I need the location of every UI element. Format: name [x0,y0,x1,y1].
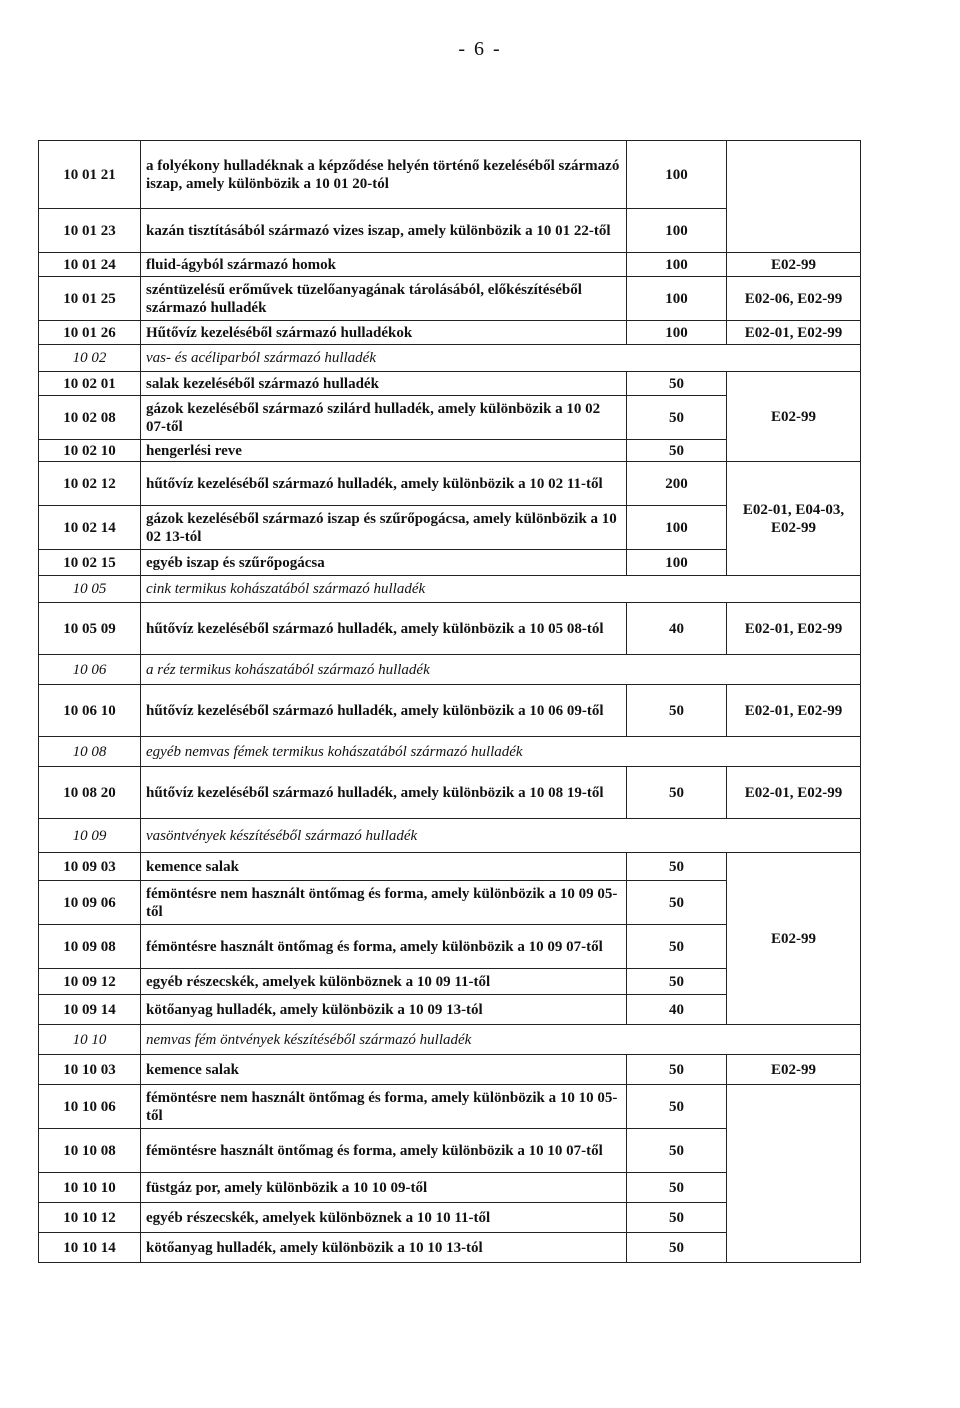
quantity: 100 [627,277,727,321]
waste-code: 10 02 10 [39,440,141,462]
recovery-code-empty [727,141,861,253]
recovery-code: E02-99 [727,253,861,277]
quantity: 50 [627,440,727,462]
table-row [39,321,861,345]
waste-description: fémöntésre nem használt öntőmag és forma, amely különbözik a 10 09 05-től [141,881,627,925]
quantity: 50 [627,1233,727,1263]
waste-description: fémöntésre használt öntőmag és forma, amely különbözik a 10 10 07-től [141,1129,627,1173]
recovery-code: E02-01, E02-99 [727,321,861,345]
waste-code: 10 01 21 [39,141,141,209]
quantity: 50 [627,1085,727,1129]
group-header-row [39,576,861,603]
quantity: 100 [627,253,727,277]
waste-code: 10 01 26 [39,321,141,345]
recovery-code: E02-01, E02-99 [727,685,861,737]
waste-code: 10 10 06 [39,1085,141,1129]
waste-description: fémöntésre használt öntőmag és forma, amely különbözik a 10 09 07-től [141,925,627,969]
waste-code: 10 10 14 [39,1233,141,1263]
page-number: - 6 - [458,38,502,60]
quantity: 50 [627,925,727,969]
table-row [39,277,861,321]
table-row [39,253,861,277]
waste-description: egyéb részecskék, amelyek különböznek a 10 09 11-től [141,969,627,995]
quantity: 50 [627,396,727,440]
recovery-code-empty [727,1085,861,1263]
waste-code: 10 09 03 [39,853,141,881]
group-header-row [39,345,861,372]
quantity: 50 [627,1129,727,1173]
quantity: 100 [627,321,727,345]
recovery-code: E02-99 [727,1055,861,1085]
quantity: 50 [627,853,727,881]
table-row [39,372,861,396]
table-row [39,462,861,506]
waste-description: fluid-ágyból származó homok [141,253,627,277]
quantity: 200 [627,462,727,506]
group-header-row [39,1025,861,1055]
table-row [39,853,861,881]
waste-description: kötőanyag hulladék, amely különbözik a 10 10 13-tól [141,1233,627,1263]
recovery-code: E02-01, E02-99 [727,767,861,819]
table-row [39,141,861,209]
waste-description: fémöntésre nem használt öntőmag és forma, amely különbözik a 10 10 05-től [141,1085,627,1129]
waste-code: 10 09 12 [39,969,141,995]
waste-description: hengerlési reve [141,440,627,462]
waste-description: hűtővíz kezeléséből származó hulladék, amely különbözik a 10 02 11-től [141,462,627,506]
waste-code: 10 09 14 [39,995,141,1025]
recovery-code: E02-06, E02-99 [727,277,861,321]
recovery-code: E02-99 [727,853,861,1025]
waste-code: 10 02 08 [39,396,141,440]
table-row [39,685,861,737]
waste-description: széntüzelésű erőművek tüzelőanyagának tárolásából, előkészítéséből származó hulladék [141,277,627,321]
quantity: 100 [627,550,727,576]
waste-code: 10 01 23 [39,209,141,253]
group-description: cink termikus kohászatából származó hulladék [141,576,861,603]
group-header-row [39,737,861,767]
quantity: 50 [627,685,727,737]
waste-description: kötőanyag hulladék, amely különbözik a 10 09 13-tól [141,995,627,1025]
waste-description: a folyékony hulladéknak a képződése helyén történő kezeléséből származó iszap, amely különbözik a 10 01 20-tól [141,141,627,209]
waste-description: egyéb részecskék, amelyek különböznek a 10 10 11-től [141,1203,627,1233]
table-row [39,1055,861,1085]
quantity: 50 [627,1173,727,1203]
waste-description: salak kezeléséből származó hulladék [141,372,627,396]
waste-code: 10 08 20 [39,767,141,819]
quantity: 100 [627,506,727,550]
quantity: 100 [627,209,727,253]
quantity: 50 [627,767,727,819]
group-code: 10 10 [39,1025,141,1055]
quantity: 50 [627,372,727,396]
waste-code: 10 02 15 [39,550,141,576]
group-description: a réz termikus kohászatából származó hulladék [141,655,861,685]
quantity: 50 [627,881,727,925]
waste-description: egyéb iszap és szűrőpogácsa [141,550,627,576]
waste-description: kemence salak [141,1055,627,1085]
group-description: vasöntvények készítéséből származó hulladék [141,819,861,853]
waste-code: 10 10 10 [39,1173,141,1203]
recovery-code: E02-01, E02-99 [727,603,861,655]
group-header-row [39,655,861,685]
waste-description: hűtővíz kezeléséből származó hulladék, amely különbözik a 10 06 09-től [141,685,627,737]
group-description: vas- és acéliparból származó hulladék [141,345,861,372]
waste-code: 10 02 14 [39,506,141,550]
waste-description: hűtővíz kezeléséből származó hulladék, amely különbözik a 10 05 08-tól [141,603,627,655]
waste-code: 10 02 01 [39,372,141,396]
group-description: egyéb nemvas fémek termikus kohászatából származó hulladék [141,737,861,767]
quantity: 40 [627,995,727,1025]
waste-code: 10 10 03 [39,1055,141,1085]
group-code: 10 02 [39,345,141,372]
quantity: 50 [627,1055,727,1085]
group-header-row [39,819,861,853]
table-row [39,767,861,819]
waste-description: Hűtővíz kezeléséből származó hulladékok [141,321,627,345]
waste-description: kazán tisztításából származó vizes iszap, amely különbözik a 10 01 22-től [141,209,627,253]
recovery-code: E02-99 [727,372,861,462]
waste-description: gázok kezeléséből származó iszap és szűrőpogácsa, amely különbözik a 10 02 13-tól [141,506,627,550]
quantity: 50 [627,969,727,995]
waste-code: 10 02 12 [39,462,141,506]
waste-description: füstgáz por, amely különbözik a 10 10 09-től [141,1173,627,1203]
quantity: 100 [627,141,727,209]
waste-description: kemence salak [141,853,627,881]
waste-code: 10 09 06 [39,881,141,925]
table-row [39,1085,861,1129]
group-description: nemvas fém öntvények készítéséből származó hulladék [141,1025,861,1055]
waste-table [38,140,861,1263]
group-code: 10 06 [39,655,141,685]
waste-description: hűtővíz kezeléséből származó hulladék, amely különbözik a 10 08 19-től [141,767,627,819]
waste-code: 10 06 10 [39,685,141,737]
table-row [39,603,861,655]
quantity: 50 [627,1203,727,1233]
waste-code: 10 09 08 [39,925,141,969]
recovery-code: E02-01, E04-03, E02-99 [727,462,861,576]
waste-code: 10 01 25 [39,277,141,321]
quantity: 40 [627,603,727,655]
group-code: 10 05 [39,576,141,603]
waste-code: 10 01 24 [39,253,141,277]
waste-code: 10 10 12 [39,1203,141,1233]
group-code: 10 09 [39,819,141,853]
waste-code: 10 05 09 [39,603,141,655]
waste-code: 10 10 08 [39,1129,141,1173]
group-code: 10 08 [39,737,141,767]
waste-description: gázok kezeléséből származó szilárd hulladék, amely különbözik a 10 02 07-től [141,396,627,440]
